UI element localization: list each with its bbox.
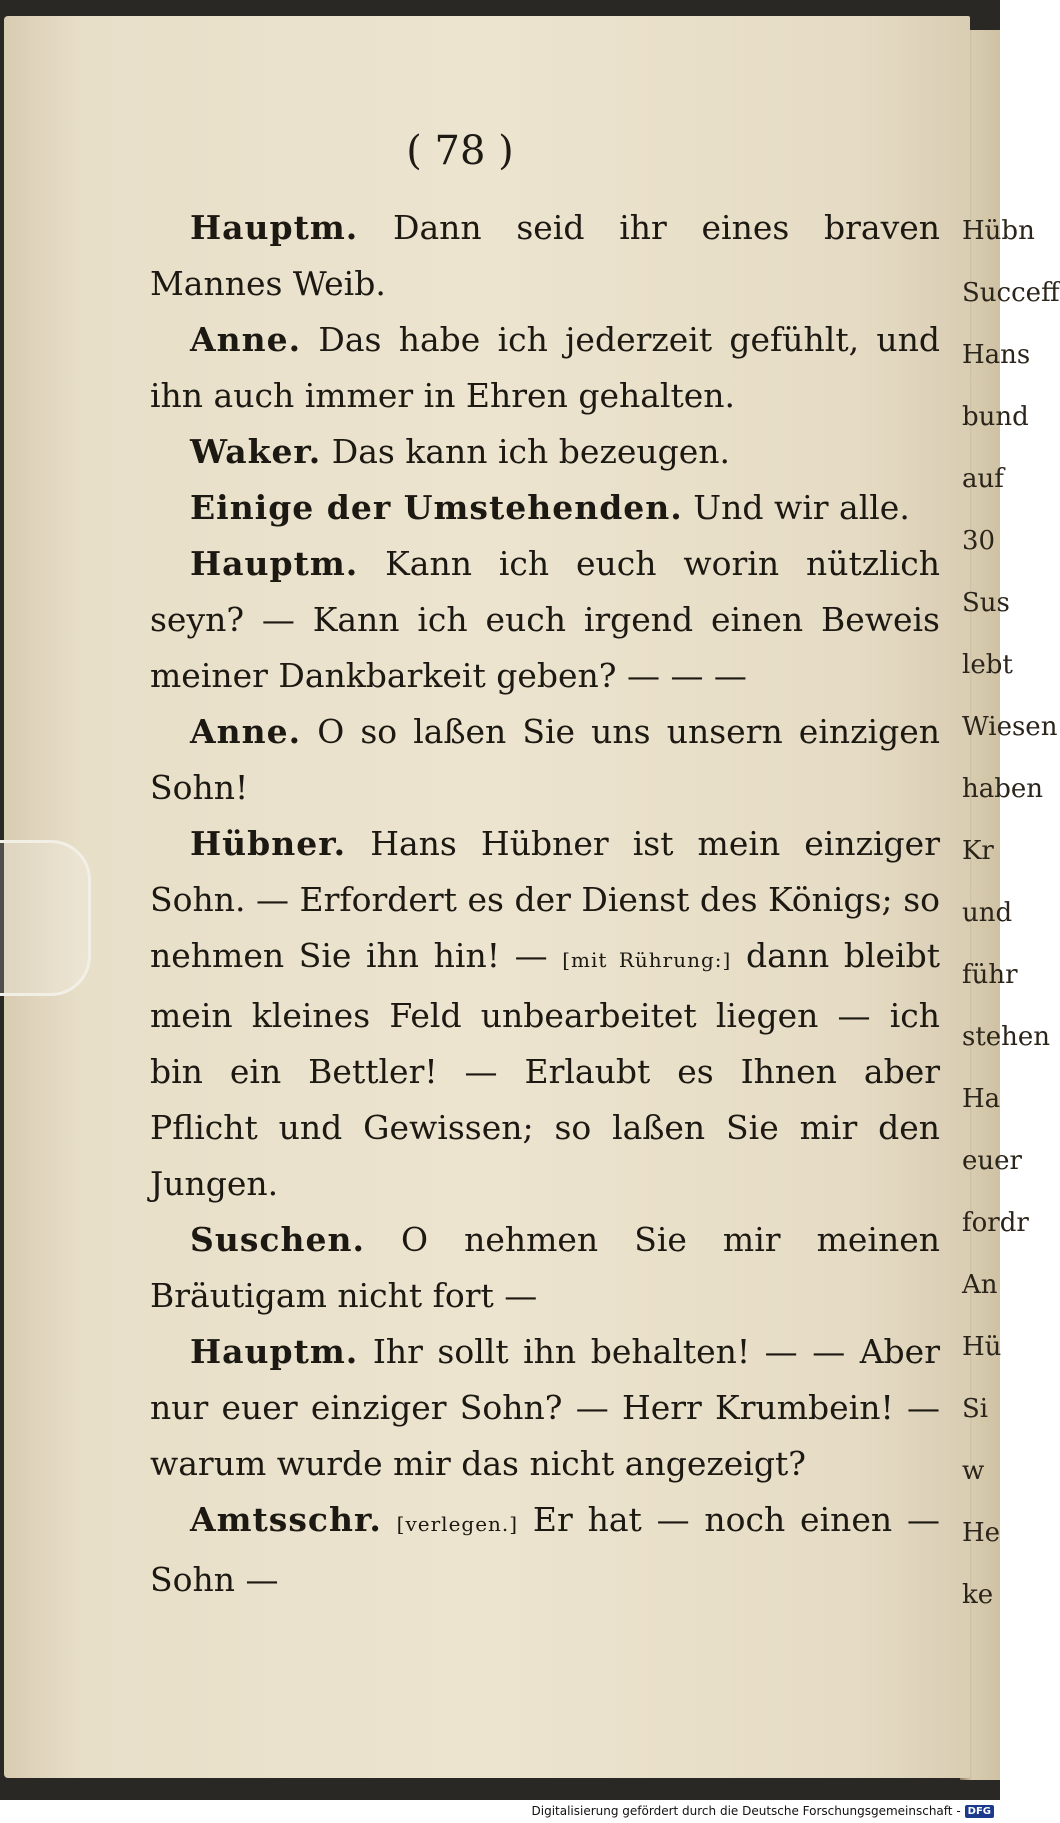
speaker-name: Hauptm. [190, 544, 359, 583]
fragment: fordr [962, 1208, 1029, 1238]
fragment: stehen [962, 1022, 1051, 1052]
speaker-name: Hauptm. [190, 1332, 359, 1371]
fragment: Wiesen [962, 712, 1058, 742]
dialogue-text: Er hat — noch einen — Sohn — [150, 1500, 940, 1599]
dialogue-line [150, 536, 940, 704]
fragment: An [962, 1270, 998, 1300]
speaker-name: Einige der Umstehenden. [190, 488, 683, 527]
fragment: Sus [962, 588, 1010, 618]
page-text [150, 200, 940, 1608]
dialogue-text: Kann ich euch worin nützlich seyn? — Kann ich euch irgend einen Beweis meiner Dankbarkeit geben? — — — [150, 544, 940, 695]
dialogue-line [150, 704, 940, 816]
speaker-name: Waker. [190, 432, 322, 471]
page-clip [0, 840, 91, 996]
speaker-name: Anne. [190, 712, 302, 751]
dialogue-line [150, 1492, 940, 1608]
dialogue-text: O nehmen Sie mir meinen Bräutigam nicht fort — [150, 1220, 940, 1315]
fragment: He [962, 1518, 1001, 1548]
speaker-name: Suschen. [190, 1220, 365, 1259]
fragment: ke [962, 1580, 994, 1610]
dialogue-line [150, 816, 940, 1212]
dfg-logo: DFG [965, 1805, 994, 1818]
fragment: Hü [962, 1332, 1002, 1362]
speaker-name: Amtsschr. [190, 1500, 382, 1539]
fragment: 30 [962, 526, 996, 556]
page-number: ( 78 ) [406, 128, 514, 174]
dialogue-text: Das kann ich bezeugen. [331, 432, 731, 471]
dialogue-text: Ihr sollt ihn behalten! — — Aber nur euer einziger Sohn? — Herr Krumbein! — warum wurde mir das nicht angezeigt? [150, 1332, 940, 1483]
dialogue-text: Dann seid ihr eines braven Mannes Weib. [150, 208, 940, 303]
fragment: auf [962, 464, 1004, 494]
fragment: haben [962, 774, 1044, 804]
speaker-name: Hauptm. [190, 208, 359, 247]
stage-direction: [verlegen.] [396, 1512, 519, 1536]
fragment: Succeff [962, 278, 1060, 308]
credit-text: Digitalisierung gefördert durch die Deutsche Forschungsgemeinschaft - [531, 1804, 961, 1818]
fragment: Hübn [962, 216, 1035, 246]
stage-direction: [mit Rührung:] [562, 948, 732, 972]
fragment: Hans [962, 340, 1031, 370]
dialogue-line [150, 1324, 940, 1492]
dialogue-line [150, 200, 940, 312]
dialogue-line [150, 1212, 940, 1324]
dialogue-line [150, 312, 940, 424]
fragment: Kr [962, 836, 994, 866]
dialogue-text: O so laßen Sie uns unsern einzigen Sohn! [150, 712, 940, 807]
digitization-credit [532, 1801, 995, 1821]
fragment: und [962, 898, 1013, 928]
fragment: bund [962, 402, 1029, 432]
fragment: führ [962, 960, 1018, 990]
fragment: euer [962, 1146, 1022, 1176]
dialogue-text: Hans Hübner ist mein einziger Sohn. — Erfordert es der Dienst des Königs; so nehmen Sie ihn hin! — [150, 824, 940, 975]
dialogue-line [150, 480, 940, 536]
facing-page-fragments [962, 200, 1060, 1626]
fragment: w [962, 1456, 985, 1486]
dialogue-line [150, 424, 940, 480]
speaker-name: Anne. [190, 320, 302, 359]
dialogue-text: Und wir alle. [693, 488, 910, 527]
dialogue-text: dann bleibt mein kleines Feld unbearbeitet liegen — ich bin ein Bettler! — Erlaubt es Ihnen aber Pflicht und Gewissen; so laßen Sie mir den Jungen. [150, 936, 941, 1203]
speaker-name: Hübner. [190, 824, 347, 863]
fragment: Ha [962, 1084, 1001, 1114]
fragment: lebt [962, 650, 1013, 680]
dialogue-text: Das habe ich jederzeit gefühlt, und ihn auch immer in Ehren gehalten. [150, 320, 940, 415]
fragment: Si [962, 1394, 989, 1424]
